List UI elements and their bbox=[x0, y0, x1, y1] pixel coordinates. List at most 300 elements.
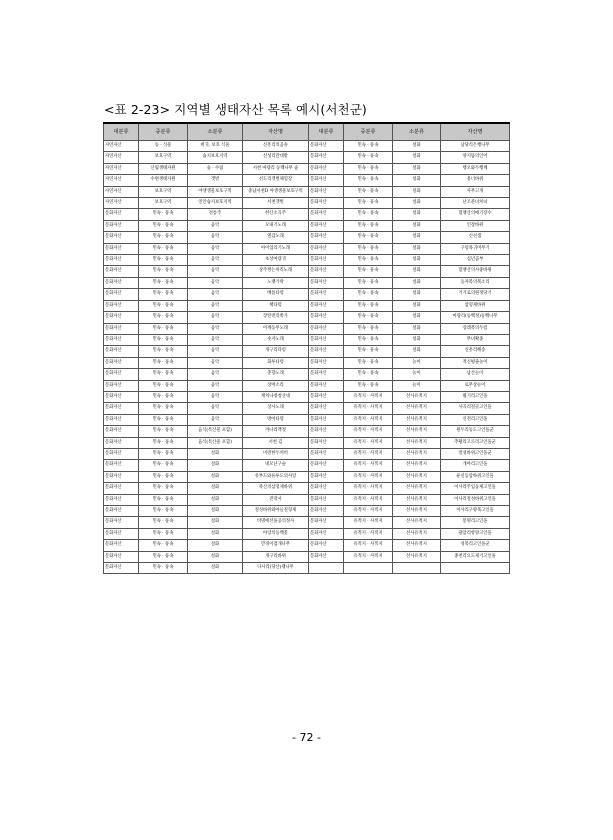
table-cell: 문화자산 bbox=[104, 517, 139, 528]
table-cell: 문화자산 bbox=[309, 528, 344, 539]
table-cell: 문화자산 bbox=[309, 198, 344, 209]
table-cell: 신전리고인돌 bbox=[441, 414, 510, 425]
table-cell: 설화 bbox=[393, 163, 441, 174]
table-cell: 전망사 bbox=[243, 494, 309, 505]
table-row bbox=[104, 175, 510, 186]
table-cell: 문화자산 bbox=[104, 277, 139, 288]
table-cell: 습지보호지역 bbox=[188, 152, 243, 163]
table-cell: 설화 bbox=[393, 152, 441, 163]
table-row bbox=[104, 517, 510, 528]
table-row bbox=[104, 391, 510, 402]
table-cell: 장레복의두렴 bbox=[441, 323, 510, 334]
table-cell: 선사유적지 bbox=[393, 391, 441, 402]
table-cell: 민속 · 풍속 bbox=[139, 289, 188, 300]
table-cell: 유적지 · 사적지 bbox=[344, 391, 393, 402]
table-cell: 민속 · 풍속 bbox=[139, 540, 188, 551]
table-cell: 유적지 · 사적지 bbox=[344, 437, 393, 448]
table-cell: 문화자산 bbox=[104, 209, 139, 220]
table-cell: 문화자산 bbox=[104, 346, 139, 357]
table-cell: 문화자산 bbox=[309, 426, 344, 437]
table-cell: 문화자산 bbox=[104, 403, 139, 414]
table-row bbox=[104, 300, 510, 311]
table-cell: 문화자산 bbox=[309, 471, 344, 482]
table-cell: 문화자산 bbox=[104, 528, 139, 539]
table-cell: 비명에선돌공의정사 bbox=[243, 517, 309, 528]
table-row bbox=[104, 437, 510, 448]
table-cell: 유적지 · 사적지 bbox=[344, 471, 393, 482]
table-cell: 민속 · 풍속 bbox=[139, 232, 188, 243]
table-cell: 문화자산 bbox=[309, 391, 344, 402]
table-cell: 민속 · 풍속 bbox=[139, 380, 188, 391]
table-row bbox=[104, 198, 510, 209]
table-cell: 선사유적지 bbox=[393, 460, 441, 471]
table-cell: 설화 bbox=[393, 209, 441, 220]
table-cell: 유부도와류투도의사랑 bbox=[243, 471, 309, 482]
table-cell: 혈맹산의메기장수 bbox=[441, 209, 510, 220]
table-cell: 이사리구양목고인돌 bbox=[441, 506, 510, 517]
table-cell: 민속 · 풍속 bbox=[344, 209, 393, 220]
table-cell: 동 · 식물 bbox=[139, 141, 188, 152]
table-row bbox=[104, 426, 510, 437]
table-cell: 인장바위 bbox=[441, 220, 510, 231]
table-cell: 민속 · 풍속 bbox=[139, 300, 188, 311]
table-cell: 문화자산 bbox=[104, 437, 139, 448]
table-cell: 선사유적지 bbox=[393, 448, 441, 459]
table-cell: 문화자산 bbox=[104, 540, 139, 551]
table-cell: 서천갯벌 bbox=[243, 198, 309, 209]
table-cell: 문화자산 bbox=[309, 346, 344, 357]
table-cell: 문화자산 bbox=[309, 334, 344, 345]
table-cell: 문화자산 bbox=[309, 266, 344, 277]
table-row bbox=[104, 277, 510, 288]
table-cell: 문화자산 bbox=[309, 152, 344, 163]
table-cell: 아랑의동백꽃 bbox=[243, 528, 309, 539]
table-cell: 민속 · 풍속 bbox=[139, 494, 188, 505]
table-cell: 선사유적지 bbox=[393, 437, 441, 448]
table-cell: 개구리타령 bbox=[243, 346, 309, 357]
table-cell: 문화자산 bbox=[309, 357, 344, 368]
table-cell: 음악 bbox=[188, 300, 243, 311]
table-cell: 놀이 bbox=[393, 380, 441, 391]
table-row bbox=[104, 494, 510, 505]
table-cell: 선사유적지 bbox=[393, 494, 441, 505]
table-cell: 민속 · 풍속 bbox=[344, 220, 393, 231]
table-cell: 민속 · 풍속 bbox=[139, 346, 188, 357]
table-row bbox=[104, 551, 510, 562]
table-cell: 심년곰부 bbox=[441, 255, 510, 266]
table-cell: 설화 bbox=[393, 141, 441, 152]
table-cell: 문화자산 bbox=[309, 141, 344, 152]
table-cell: 문화자산 bbox=[104, 426, 139, 437]
table-cell: 선사유적지 bbox=[393, 540, 441, 551]
table-cell: 민속 · 풍속 bbox=[139, 483, 188, 494]
table-cell: 설화 bbox=[188, 448, 243, 459]
table-cell: 놀이 bbox=[393, 357, 441, 368]
table-cell: 설화 bbox=[393, 243, 441, 254]
column-header: 중분류 bbox=[139, 123, 188, 141]
table-cell: 유적지 · 사적지 bbox=[344, 414, 393, 425]
table-cell: 서천 김 bbox=[243, 437, 309, 448]
table-cell: 보호구역 bbox=[139, 198, 188, 209]
table-cell: 민속 · 풍속 bbox=[139, 357, 188, 368]
table-cell: 문화자산 bbox=[104, 232, 139, 243]
table-cell: 산림생태자원 bbox=[139, 163, 188, 174]
table-cell: 열갑노래 bbox=[243, 232, 309, 243]
table-cell: 설화 bbox=[188, 528, 243, 539]
table-row bbox=[104, 243, 510, 254]
table-cell: 개구리바위 bbox=[243, 551, 309, 562]
table-cell: 문화자산 bbox=[104, 323, 139, 334]
table-cell: 로무상놀이 bbox=[441, 380, 510, 391]
table-cell: 음식(특산물 포함) bbox=[188, 426, 243, 437]
table-cell: 설화 bbox=[188, 551, 243, 562]
table-cell: 문화자산 bbox=[104, 357, 139, 368]
table-cell: 민속 · 풍속 bbox=[139, 277, 188, 288]
table-cell: 유적지 · 사적지 bbox=[344, 506, 393, 517]
table-cell: 선사유적지 bbox=[393, 426, 441, 437]
table-cell: 숲 · 수림 bbox=[188, 163, 243, 174]
table-cell: 문화자산 bbox=[309, 506, 344, 517]
table-row bbox=[104, 540, 510, 551]
table-cell: 적신평줄놀이 bbox=[441, 357, 510, 368]
table-cell: 선도리갯벌체험장 bbox=[243, 175, 309, 186]
table-cell: 음악 bbox=[188, 255, 243, 266]
table-cell: 선사유적지 bbox=[393, 506, 441, 517]
table-cell: 아이업리기노래 bbox=[243, 243, 309, 254]
table-cell: 민속 · 풍속 bbox=[139, 460, 188, 471]
table-cell: 문화자산 bbox=[104, 380, 139, 391]
table-row bbox=[104, 334, 510, 345]
table-cell: 문화자산 bbox=[104, 471, 139, 482]
table-cell: 문화자산 bbox=[309, 460, 344, 471]
table-cell bbox=[344, 563, 393, 574]
table-cell: 봉명리고인돌 bbox=[441, 517, 510, 528]
table-row bbox=[104, 163, 510, 174]
table-cell: 설화 bbox=[393, 312, 441, 323]
table-cell: 설화 bbox=[393, 198, 441, 209]
table-cell: 설화 bbox=[393, 220, 441, 231]
table-row bbox=[104, 141, 510, 152]
table-cell: 설화 bbox=[188, 494, 243, 505]
table-cell: 문화자산 bbox=[309, 186, 344, 197]
table-cell: 신성리갈대밭 bbox=[243, 152, 309, 163]
table-cell: 민속 · 풍속 bbox=[139, 437, 188, 448]
table-cell: 동자복의북소리 bbox=[441, 277, 510, 288]
table-cell: 민속 · 풍속 bbox=[139, 243, 188, 254]
table-cell: 음식(특산물 포함) bbox=[188, 437, 243, 448]
column-header: 자산명 bbox=[243, 123, 309, 141]
table-cell: 민속 · 풍속 bbox=[344, 232, 393, 243]
table-cell: 문화자산 bbox=[104, 334, 139, 345]
table-cell: 양지뜸의인어 bbox=[441, 152, 510, 163]
table-row bbox=[104, 323, 510, 334]
table-cell: 문화자산 bbox=[104, 391, 139, 402]
table-cell: 문화자산 bbox=[309, 255, 344, 266]
table-cell: 문화자산 bbox=[309, 323, 344, 334]
table-row bbox=[104, 460, 510, 471]
table-cell: 선사유적지 bbox=[393, 551, 441, 562]
table-cell: 혈맹산의사중바위 bbox=[441, 266, 510, 277]
table-cell: 문화자산 bbox=[104, 448, 139, 459]
table-cell: 문화자산 bbox=[309, 448, 344, 459]
table-cell: 설화 bbox=[188, 483, 243, 494]
table-cell bbox=[393, 563, 441, 574]
table-cell: 충남서천D 야생생물보호구역 bbox=[243, 186, 309, 197]
table-cell: 자연자산 bbox=[104, 163, 139, 174]
table-cell: 민속 · 풍속 bbox=[344, 243, 393, 254]
table-cell: 자연자산 bbox=[104, 186, 139, 197]
table-cell: 추황리고르리고인돌군 bbox=[441, 437, 510, 448]
table-cell: 연안습지보호지역 bbox=[188, 198, 243, 209]
column-header: 소분류 bbox=[188, 123, 243, 141]
table-cell: 문화자산 bbox=[104, 289, 139, 300]
eco-asset-table bbox=[103, 122, 510, 574]
table-cell: 죽산의삼형제바위 bbox=[243, 483, 309, 494]
table-cell: 음악 bbox=[188, 346, 243, 357]
table-cell: 음악 bbox=[188, 323, 243, 334]
table-cell: 문화자산 bbox=[104, 243, 139, 254]
table-cell: 자연자산 bbox=[104, 152, 139, 163]
table-cell: 문화자산 bbox=[104, 255, 139, 266]
table-cell: 민속 · 풍속 bbox=[344, 163, 393, 174]
table-cell: 놀이 bbox=[393, 369, 441, 380]
table-cell: 음악 bbox=[188, 312, 243, 323]
table-cell: 문화자산 bbox=[104, 551, 139, 562]
table-cell: 화투타령 bbox=[243, 357, 309, 368]
table-cell: 유적지 · 사적지 bbox=[344, 426, 393, 437]
table-cell: 남산놀이 bbox=[441, 369, 510, 380]
table-row bbox=[104, 380, 510, 391]
table-cell: 자연자산 bbox=[104, 141, 139, 152]
table-cell: 유적지 · 사적지 bbox=[344, 528, 393, 539]
table-cell: 유적지 · 사적지 bbox=[344, 483, 393, 494]
table-cell: 민속 · 풍속 bbox=[344, 323, 393, 334]
table-cell: 민속 · 풍속 bbox=[344, 380, 393, 391]
table-cell: 문화자산 bbox=[309, 243, 344, 254]
table-cell: 자연자산 bbox=[104, 175, 139, 186]
table-cell: 까나리액젓 bbox=[243, 426, 309, 437]
table-cell: 민속 · 풍속 bbox=[344, 266, 393, 277]
table-cell: 선사유적지 bbox=[393, 517, 441, 528]
table-cell: 민속 · 풍속 bbox=[139, 506, 188, 517]
table-cell: 어깨동무노래 bbox=[243, 323, 309, 334]
table-cell: 이사리주입동제고인돌 bbox=[441, 483, 510, 494]
table-cell: 모내기노래 bbox=[243, 220, 309, 231]
table-cell: 민속 · 풍속 bbox=[139, 255, 188, 266]
table-cell: 유적지 · 사적지 bbox=[344, 494, 393, 505]
table-cell: 성복리고인돌군 bbox=[441, 540, 510, 551]
table-cell: 민속 · 풍속 bbox=[139, 448, 188, 459]
table-cell: 선사유적지 bbox=[393, 528, 441, 539]
page-number: - 72 - bbox=[292, 731, 321, 744]
table-cell: 문화자산 bbox=[104, 460, 139, 471]
table-cell: 음악 bbox=[188, 243, 243, 254]
table-cell: 한산소곡주 bbox=[243, 209, 309, 220]
table-cell: 상사노래 bbox=[243, 403, 309, 414]
table-cell: 민속 · 풍속 bbox=[344, 346, 393, 357]
table-cell: 민속 · 풍속 bbox=[344, 289, 393, 300]
table-cell: 유적지 · 사적지 bbox=[344, 540, 393, 551]
table-row bbox=[104, 403, 510, 414]
table-cell: 원두리동도고인돌군 bbox=[441, 426, 510, 437]
table-row bbox=[104, 357, 510, 368]
table-cell: 유적지 · 사적지 bbox=[344, 551, 393, 562]
table-cell: 민속 · 풍속 bbox=[344, 312, 393, 323]
table-cell: 설화 bbox=[393, 277, 441, 288]
table-cell: 무녀확종 bbox=[441, 334, 510, 345]
table-cell: 민속 · 풍속 bbox=[139, 209, 188, 220]
table-cell: 설화 bbox=[188, 517, 243, 528]
table-cell: 광암리항양고인돌 bbox=[441, 528, 510, 539]
table-cell: 음악 bbox=[188, 380, 243, 391]
table-cell: 마량리(동백정)동백나무 bbox=[441, 312, 510, 323]
table-cell: 문화자산 bbox=[309, 483, 344, 494]
table-cell: 문화자산 bbox=[309, 437, 344, 448]
table-cell: 문화자산 bbox=[104, 506, 139, 517]
table-cell: 남당리은행나무 bbox=[441, 141, 510, 152]
table-cell: 문화자산 bbox=[309, 380, 344, 391]
table-cell: 민속 · 풍속 bbox=[344, 369, 393, 380]
table-cell: 음악 bbox=[188, 266, 243, 277]
table-cell: 신흥리해송 bbox=[441, 346, 510, 357]
table-cell: 행오와두행께 bbox=[441, 163, 510, 174]
table-row bbox=[104, 471, 510, 482]
column-header: 대분류 bbox=[104, 123, 139, 141]
table-cell: 문화자산 bbox=[104, 414, 139, 425]
table-cell: 노랫가락 bbox=[243, 277, 309, 288]
table-cell: 선사유적지 bbox=[393, 471, 441, 482]
table-row bbox=[104, 186, 510, 197]
table-cell: 삼형제바위 bbox=[441, 300, 510, 311]
table-row bbox=[104, 312, 510, 323]
table-cell: 민속 · 풍속 bbox=[344, 198, 393, 209]
table-cell: 민속 · 풍속 bbox=[344, 152, 393, 163]
table-header-row bbox=[104, 123, 510, 141]
table-row bbox=[104, 506, 510, 517]
table-cell: 문화자산 bbox=[104, 494, 139, 505]
table-cell: 민속 · 풍속 bbox=[344, 255, 393, 266]
table-cell: 음악 bbox=[188, 232, 243, 243]
table-cell: 음악 bbox=[188, 220, 243, 231]
table-row bbox=[104, 369, 510, 380]
table-cell: 문화자산 bbox=[309, 312, 344, 323]
table-row bbox=[104, 448, 510, 459]
table-cell: 문화자산 bbox=[104, 312, 139, 323]
table-row bbox=[104, 414, 510, 425]
table-cell: 사곡리절골고인돌 bbox=[441, 403, 510, 414]
table-cell: 책타령 bbox=[243, 300, 309, 311]
table-cell: 자연자산 bbox=[104, 198, 139, 209]
table-cell: 문화자산 bbox=[104, 369, 139, 380]
table-cell: 설화 bbox=[188, 460, 243, 471]
table-cell: 문화자산 bbox=[104, 483, 139, 494]
table-cell: 문화자산 bbox=[309, 289, 344, 300]
table-cell: 사무고개 bbox=[441, 186, 510, 197]
table-cell: 신선샘 bbox=[441, 232, 510, 243]
table-cell: 다사리(당산)괭나무 bbox=[243, 563, 309, 574]
table-cell: 문화자산 bbox=[309, 300, 344, 311]
column-header: 소분류 bbox=[393, 123, 441, 141]
table-cell: 민속 · 풍속 bbox=[139, 517, 188, 528]
table-cell: 보호구역 bbox=[139, 186, 188, 197]
table-cell: 용너바위 bbox=[441, 175, 510, 186]
table-cell: 재치나청청산네 bbox=[243, 391, 309, 402]
table-cell: 민속 · 풍속 bbox=[139, 323, 188, 334]
table-row bbox=[104, 483, 510, 494]
column-header: 대분류 bbox=[309, 123, 344, 141]
table-cell: 야생생물보호구역 bbox=[188, 186, 243, 197]
table-cell: 민속 · 풍속 bbox=[139, 403, 188, 414]
table-cell: 민속 · 풍속 bbox=[139, 334, 188, 345]
table-cell: 문화자산 bbox=[309, 232, 344, 243]
table-cell: 선사유적지 bbox=[393, 414, 441, 425]
table-cell: 민속 · 풍속 bbox=[344, 141, 393, 152]
table-cell: 민속 · 풍속 bbox=[139, 312, 188, 323]
table-cell: 문화자산 bbox=[309, 551, 344, 562]
table-cell: 민속 · 풍속 bbox=[139, 266, 188, 277]
table-cell: 월기리고인돌 bbox=[441, 391, 510, 402]
table-cell: 음악 bbox=[188, 391, 243, 402]
table-cell: 문화자산 bbox=[309, 220, 344, 231]
table-cell: 민속 · 풍속 bbox=[139, 391, 188, 402]
table-cell: 희귀, 보호 식물 bbox=[188, 141, 243, 152]
table-cell: 민속 · 풍속 bbox=[344, 357, 393, 368]
table-cell: 설화 bbox=[393, 255, 441, 266]
table-cell: 난조분녀처녀 bbox=[441, 198, 510, 209]
table-row bbox=[104, 209, 510, 220]
table-cell: 상여소리 bbox=[243, 380, 309, 391]
table-cell: 문화자산 bbox=[309, 369, 344, 380]
table-cell: 민속 · 풍속 bbox=[139, 426, 188, 437]
table-row bbox=[104, 289, 510, 300]
table-cell: 문화자산 bbox=[309, 175, 344, 186]
table-cell: 설화 bbox=[393, 186, 441, 197]
table-cell: 장탄전의쪽가 bbox=[243, 312, 309, 323]
table-cell: 설화 bbox=[188, 506, 243, 517]
table-cell: 개야리고인돌 bbox=[441, 460, 510, 471]
table-cell: 문화자산 bbox=[309, 414, 344, 425]
table-cell: 설화 bbox=[393, 289, 441, 300]
table-cell: 문화자산 bbox=[309, 494, 344, 505]
table-cell: 문화자산 bbox=[309, 277, 344, 288]
table-cell: 선사유적지 bbox=[393, 483, 441, 494]
table-cell: 설화 bbox=[393, 175, 441, 186]
table-cell: 설화 bbox=[188, 471, 243, 482]
table-cell: 유적지 · 사적지 bbox=[344, 517, 393, 528]
table-cell: 거기로의원정당기 bbox=[441, 289, 510, 300]
table-cell: 문화자산 bbox=[104, 220, 139, 231]
table-cell: 서천 마량리 동백나무 숲 bbox=[243, 163, 309, 174]
table-cell: 설화 bbox=[393, 232, 441, 243]
table-cell: 만경이겹개나무 bbox=[243, 540, 309, 551]
table-cell: 문화자산 bbox=[309, 540, 344, 551]
table-cell: 신흥리의곰솔 bbox=[243, 141, 309, 152]
table-cell: 절성바위와아들칠형제 bbox=[243, 506, 309, 517]
table-cell: 미련한두꺼비 bbox=[243, 448, 309, 459]
table-cell: 민속 · 풍속 bbox=[139, 551, 188, 562]
table-cell: 선사유적지 bbox=[393, 403, 441, 414]
table-cell: 유적지 · 사적지 bbox=[344, 460, 393, 471]
table-caption: <표 2-23> 지역별 생태자산 목록 예시(서천군) bbox=[104, 102, 367, 117]
table-row bbox=[104, 266, 510, 277]
table-cell: 민속 · 풍속 bbox=[139, 220, 188, 231]
table-cell: 설화 bbox=[393, 266, 441, 277]
table-cell: 절성바위고인돌군 bbox=[441, 448, 510, 459]
table-cell: 민속 · 풍속 bbox=[139, 414, 188, 425]
table-cell: 전통주 bbox=[188, 209, 243, 220]
table-cell: 구렁목귀머무기 bbox=[441, 243, 510, 254]
table-cell: 종천리요도제기고인돌 bbox=[441, 551, 510, 562]
